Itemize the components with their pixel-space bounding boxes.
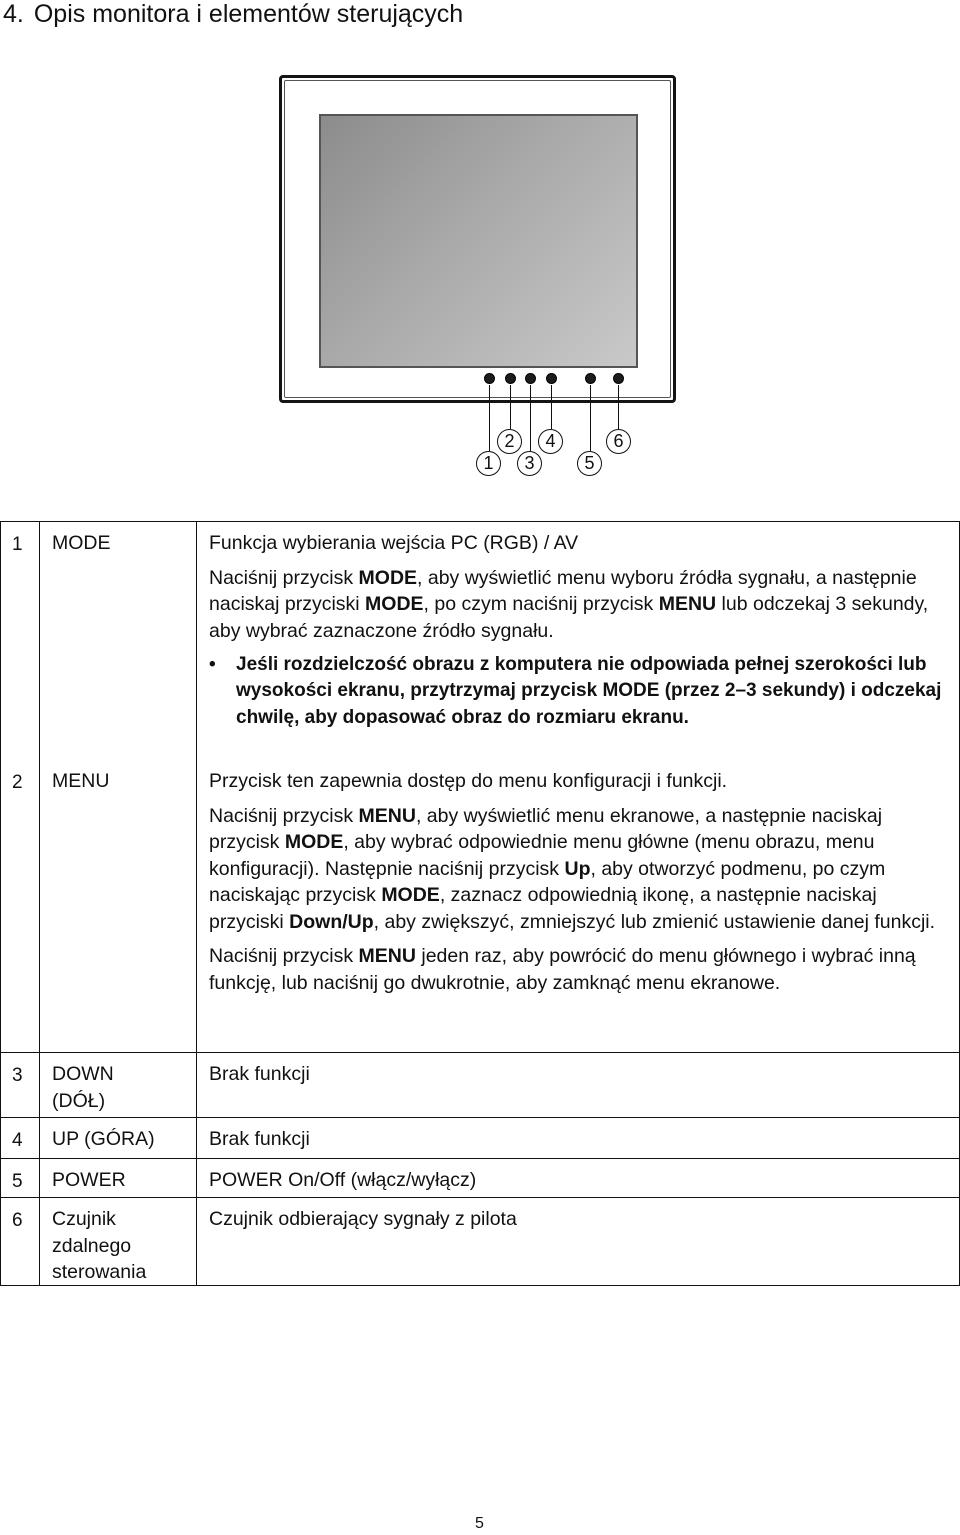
row-number: 1 xyxy=(12,534,23,555)
up-button-dot xyxy=(546,373,557,384)
leader-line-1 xyxy=(489,385,490,451)
control-name: MENU xyxy=(52,770,110,792)
description-head: Przycisk ten zapewnia dostęp do menu konfiguracji i funkcji. xyxy=(209,770,728,792)
leader-line-6 xyxy=(618,385,619,429)
column-divider xyxy=(196,522,197,1285)
callout-1: 1 xyxy=(476,451,501,476)
callout-2: 2 xyxy=(497,429,522,454)
row-divider xyxy=(1,1117,959,1118)
control-description: Brak funkcji xyxy=(209,1063,310,1085)
section-number: 4. xyxy=(3,0,24,28)
row-number: 5 xyxy=(12,1171,23,1192)
monitor-illustration xyxy=(279,75,676,403)
leader-line-3 xyxy=(530,385,531,451)
control-name: Czujnik zdalnego sterowania xyxy=(52,1208,147,1283)
remote-sensor-dot xyxy=(613,373,624,384)
monitor-screen xyxy=(319,114,638,368)
leader-line-2 xyxy=(510,385,511,429)
control-description: Brak funkcji xyxy=(209,1128,310,1150)
down-button-dot xyxy=(525,373,536,384)
row-number: 6 xyxy=(12,1210,23,1231)
power-button-dot xyxy=(585,373,596,384)
callout-5: 5 xyxy=(577,451,602,476)
control-description xyxy=(209,530,953,731)
menu-button-dot xyxy=(505,373,516,384)
row-number: 4 xyxy=(12,1130,23,1151)
page-heading xyxy=(3,0,463,30)
description-paragraph: Naciśnij przycisk MENU jeden raz, aby powrócić do menu głównego i wybrać inną funkcję, lub naciśnij go dwukrotnie, aby zamknąć menu ekranowe. xyxy=(209,945,916,994)
control-description: POWER On/Off (włącz/wyłącz) xyxy=(209,1169,477,1191)
note-text: Jeśli rozdzielczość obrazu z komputera nie odpowiada pełnej szerokości lub wysokości ekranu, przytrzymaj przycisk MODE (przez 2–3 sekundy) i odczekaj chwilę, aby dopasować obraz do rozmiaru ekranu. xyxy=(236,654,942,728)
control-description: Czujnik odbierający sygnały z pilota xyxy=(209,1208,517,1230)
page-number: 5 xyxy=(475,1515,484,1532)
mode-button-dot xyxy=(484,373,495,384)
row-number: 2 xyxy=(12,772,23,793)
note-bullet: • Jeśli rozdzielczość obrazu z komputera nie odpowiada pełnej szerokości lub wysokości ekranu, przytrzymaj przycisk MODE (przez 2–3 sekundy) i odczekaj chwilę, aby dopasować obraz do rozmiaru ekranu. xyxy=(209,654,942,728)
control-name: MODE xyxy=(52,532,111,554)
row-divider xyxy=(1,1052,959,1053)
description-paragraph: Naciśnij przycisk MENU, aby wyświetlić menu ekranowe, a następnie naciskaj przycisk MODE, aby wybrać odpowiednie menu główne (menu obrazu, menu konfiguracji). Następnie naciśnij przycisk Up, aby otworzyć podmenu, po czym naciskając przycisk MODE, zaznacz odpowiednią ikonę, a następnie naciskaj przyciski Down/Up, aby zwiększyć, zmniejszyć lub zmienić ustawienie danej funkcji. xyxy=(209,804,936,933)
row-number: 3 xyxy=(12,1065,23,1086)
column-divider xyxy=(39,522,40,1285)
leader-line-5 xyxy=(590,385,591,451)
callout-6: 6 xyxy=(606,429,631,454)
section-title: Opis monitora i elementów sterujących xyxy=(33,0,464,28)
leader-line-4 xyxy=(551,385,552,429)
callout-4: 4 xyxy=(538,429,563,454)
description-head: Funkcja wybierania wejścia PC (RGB) / AV xyxy=(209,532,579,554)
row-divider xyxy=(1,1158,959,1159)
control-name: UP (GÓRA) xyxy=(52,1128,155,1150)
control-name: DOWN (DÓŁ) xyxy=(52,1063,114,1112)
callout-3: 3 xyxy=(517,451,542,476)
control-description xyxy=(209,768,953,1004)
row-divider xyxy=(1,1197,959,1198)
description-paragraph: Naciśnij przycisk MODE, aby wyświetlić menu wyboru źródła sygnału, a następnie naciskaj przyciski MODE, po czym naciśnij przycisk MENU lub odczekaj 3 sekundy, aby wybrać zaznaczone źródło sygnału. xyxy=(209,566,929,642)
control-name: POWER xyxy=(52,1169,126,1191)
controls-table xyxy=(0,521,960,1286)
